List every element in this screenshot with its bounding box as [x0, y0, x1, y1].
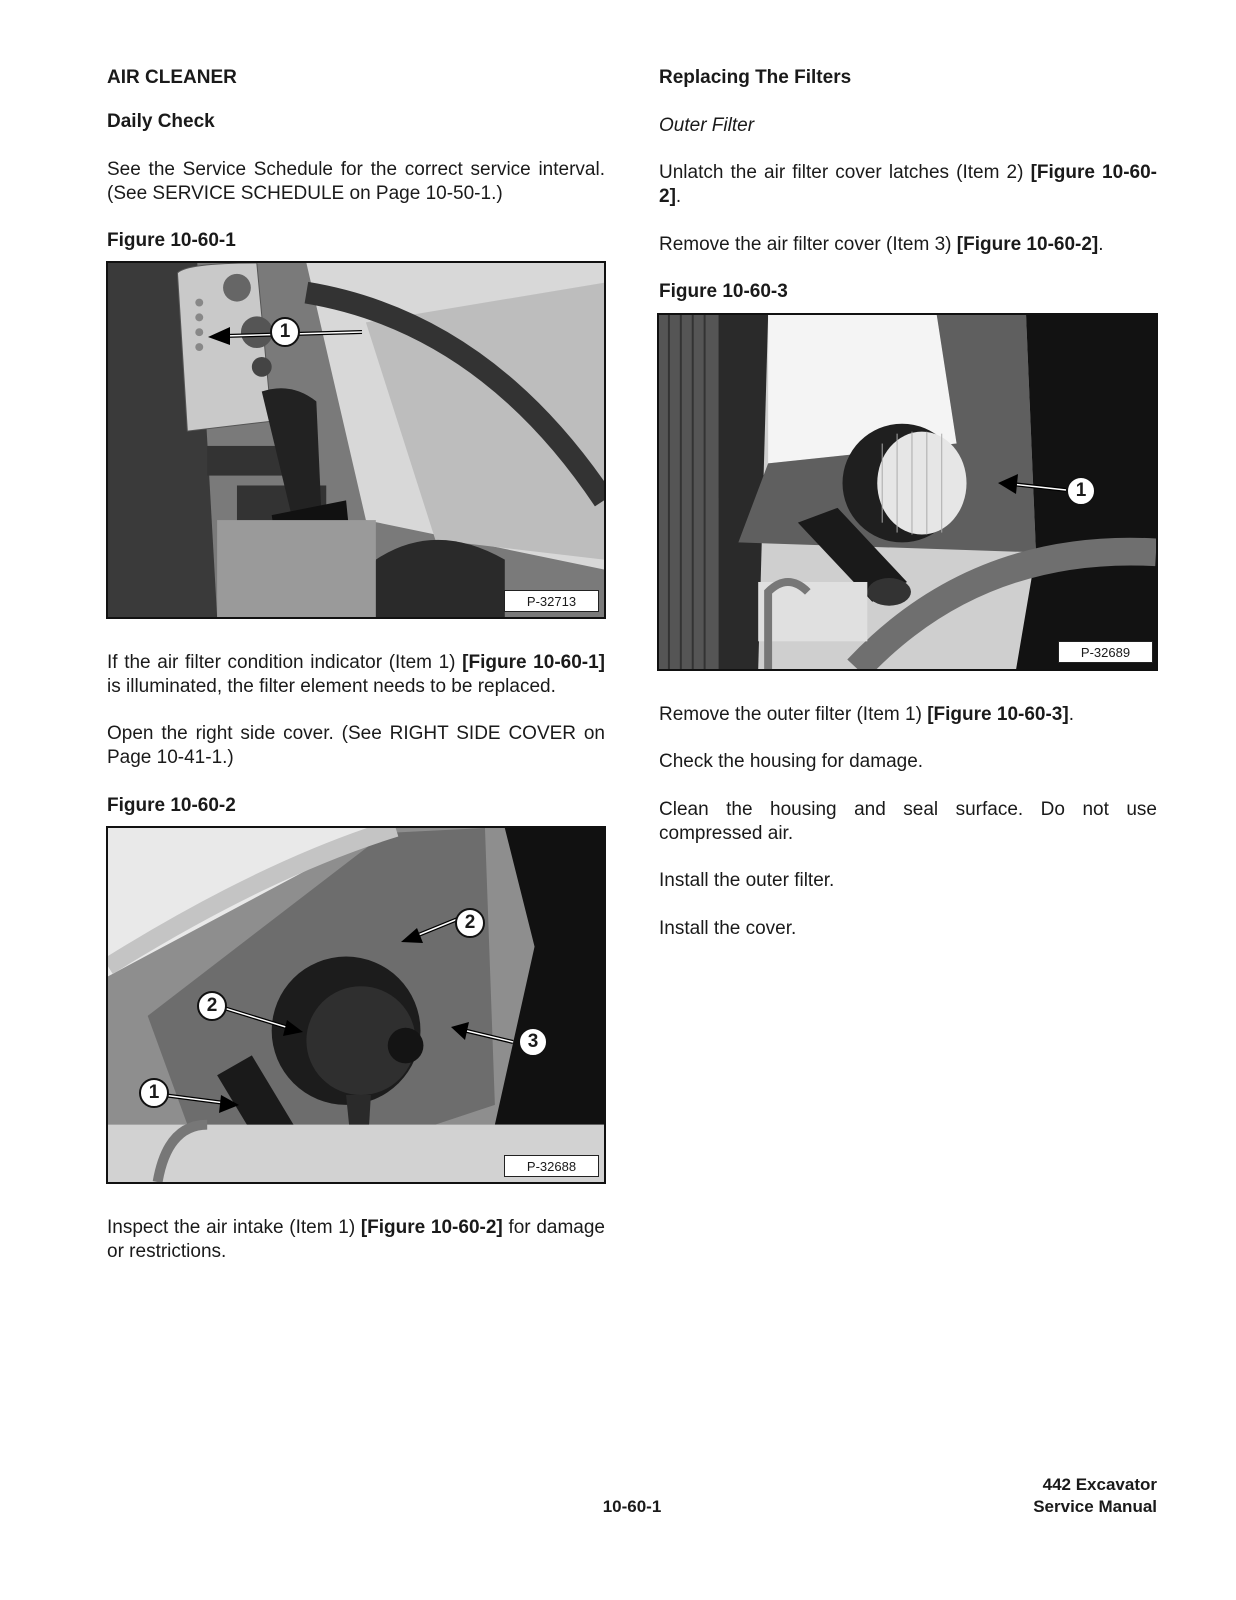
- figure-2-callout-3: 3: [518, 1027, 548, 1057]
- open-cover-paragraph: Open the right side cover. (See RIGHT SIDE COVER on Page 10-41-1.): [107, 723, 605, 768]
- install-cover-paragraph: Install the cover.: [659, 918, 797, 939]
- figure-1-caption: Figure 10-60-1: [107, 230, 236, 251]
- figure-1-photo: [106, 261, 606, 619]
- unlatch-paragraph: Unlatch the air filter cover latches (Item 2) [Figure 10-60-2].: [659, 162, 1157, 207]
- install-filter-paragraph: Install the outer filter.: [659, 870, 835, 891]
- figure-2-photo-id: P-32688: [504, 1155, 599, 1177]
- figure-2-callout-1: 1: [139, 1078, 169, 1108]
- section-heading: AIR CLEANER: [107, 67, 237, 88]
- manual-title-line-2: Service Manual: [1033, 1497, 1157, 1516]
- check-housing-paragraph: Check the housing for damage.: [659, 751, 924, 772]
- daily-check-paragraph: See the Service Schedule for the correct service interval. (See SERVICE SCHEDULE on Page 10-50-1.): [107, 159, 605, 204]
- figure-2-arrow-1: [159, 1085, 244, 1115]
- indicator-paragraph: If the air filter condition indicator (Item 1) [Figure 10-60-1] is illuminated, the filter element needs to be replaced.: [107, 652, 605, 697]
- figure-3-caption: Figure 10-60-3: [659, 281, 788, 302]
- figure-2-arrow-2-left: [219, 1000, 309, 1040]
- figure-2-callout-2-top: 2: [455, 908, 485, 938]
- figure-2-arrow-3: [447, 1022, 517, 1052]
- outer-filter-subheading: Outer Filter: [659, 115, 755, 136]
- replacing-heading: Replacing The Filters: [659, 67, 852, 88]
- subsection-heading: Daily Check: [107, 111, 215, 132]
- clean-housing-paragraph: Clean the housing and seal surface. Do not use compressed air.: [659, 799, 1157, 844]
- figure-3-photo-id: P-32689: [1058, 641, 1153, 663]
- figure-3-callout-1: 1: [1066, 476, 1096, 506]
- remove-cover-paragraph: Remove the air filter cover (Item 3) [Figure 10-60-2].: [659, 234, 1104, 255]
- figure-2-photo: [106, 826, 606, 1184]
- remove-outer-filter-paragraph: Remove the outer filter (Item 1) [Figure 10-60-3].: [659, 704, 1074, 725]
- figure-2-caption: Figure 10-60-2: [107, 795, 236, 816]
- figure-2-callout-2-left: 2: [197, 991, 227, 1021]
- inspect-intake-paragraph: Inspect the air intake (Item 1) [Figure 10-60-2] for damage or restrictions.: [107, 1217, 605, 1262]
- manual-title-line-1: 442 Excavator: [1042, 1475, 1157, 1494]
- figure-1-photo-id: P-32713: [504, 590, 599, 612]
- page-number: 10-60-1: [602, 1497, 662, 1516]
- figure-1-callout-1: 1: [270, 317, 300, 347]
- figure-3-arrow-1: [994, 470, 1069, 500]
